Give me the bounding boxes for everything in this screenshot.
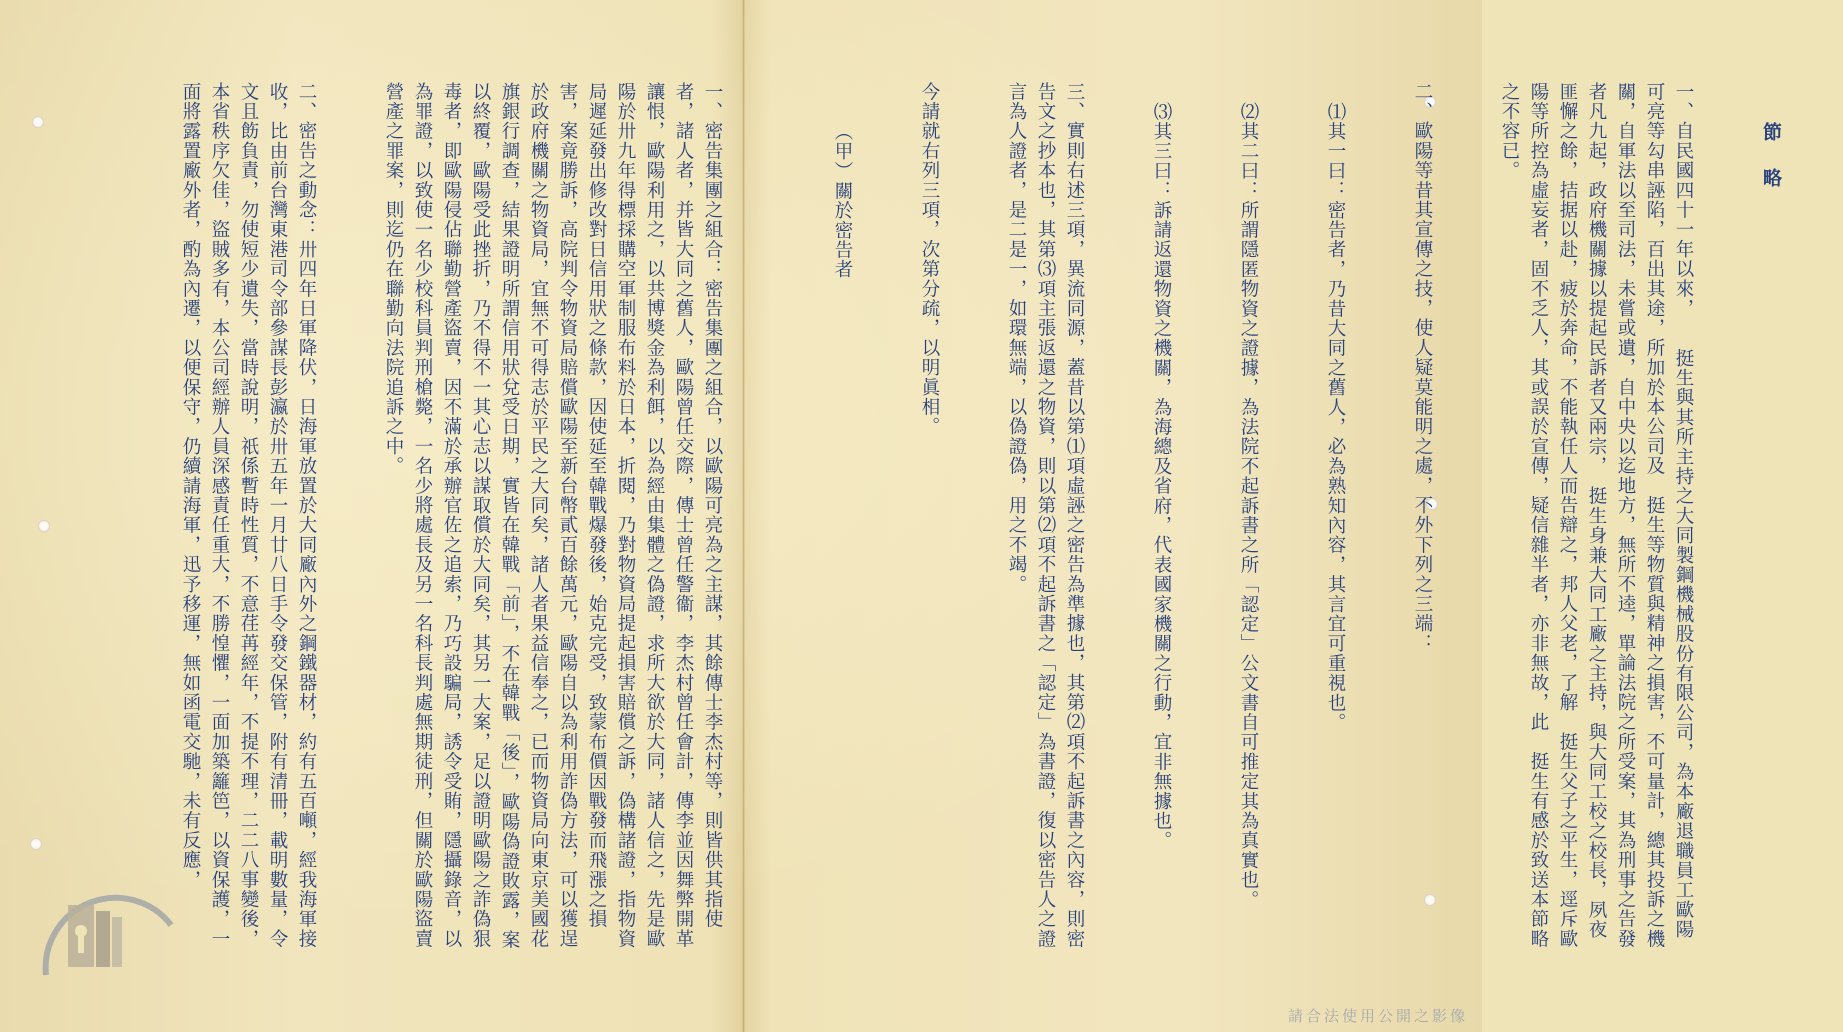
paragraph: 一、自民國四十一年以來， 挺生與其所主持之大同製鋼機械股份有限公司，為本廠退職員工歐陽可亮等勾串誣陷，百出其途，所加於本公司及 挺生等物質與精神之損害，不可量計，總其投訴之機關，自軍法以至司法，未嘗或遺，自中央以迄地方，無所不逵，單論法院之所受案，其為刑事之告發者凡九起，政府機關據以提起民訴者又兩宗， 挺生身兼大同工廠之主持，與大同工校之校長，夙夜匪懈之餘，拮据以赴，疲於奔命，不能執任人而告辯之，邦人父老，了解 挺生父子之平生，逕斥歐陽等所控為虛妄者，固不乏人，其或誤於宣傳，疑信雜半者，亦非無故，此 挺生有感於致送本節略之不容已。	[1499, 82, 1694, 949]
paragraph: 一、密告集團之組合：密告集團之組合，以歐陽可亮為之主謀，其餘傳士李杰村等，則皆供其指使者，諸人者，并皆大同之舊人，歐陽曾任交際，傳士曾任警衞，李杰村曾任會計，傳李並因舞弊開革讓恨，歐陽利用之，以共博獎金為利餌，以為經由集體之偽證，求所大欲於大同，諸人信之，先是歐陽於卅九年得標採購空軍制服布料於日本，折閱，乃對物資局提起損害賠償之訴，偽構諸證，指物資局遲延發出修改對日信用狀之條款，因使延至韓戰爆發後，始克完受，致蒙布價因戰發而飛漲之損害，案竟勝訴，高院判令物資局賠償歐陽至新台幣貳百餘萬元，歐陽自以為利用詐偽方法，可以獲逞於政府機關之物資局，宜無不可得志於平民之大同矣，諸人者果益信奉之，已而物資局向東京美國花旗銀行調查，結果證明所謂信用狀兌受日期，實皆在韓戰「前」，不在韓戰「後」，歐陽偽證敗露，案以終覆，歐陽受此挫折，乃不得不一其心志以謀取償於大同矣，其另一大案，足以證明歐陽之詐偽狠毒者，即歐陽侵佔聯勤營產盜賣，因不滿於承辦官佐之追索，乃巧設騙局，誘令受賄，隱攝錄音，以為罪證，以致使一名少校科員判刑槍斃，一名少將處長及另一名科長判處無期徒刑，但關於歐陽盜賣營產之罪案，則迄仍在聯勤向法院追訴之中。	[383, 82, 723, 950]
watermark-text: 請合法使用公開之影像	[1287, 1007, 1468, 1025]
left-page-text	[118, 82, 785, 952]
left-page	[118, 82, 723, 952]
punch-hole	[30, 838, 42, 850]
list-item: ⑵其二曰：所謂隱匿物資之證據，為法院不起訴書之所「認定」公文書自可推定其為真實也。	[1238, 102, 1259, 910]
paragraph: 三、實則右述三項，異流同源，蓋昔以第⑴項虛誣之密告為準據也，其第⑵項不起訴書之內容，則密告文之抄本也，其第⑶項主張返還之物資，則以第⑵項不起訴書之「認定」為書證，復以密告人之證言為人證者，是二是一，如環無端，以偽證偽，用之不竭。	[1006, 82, 1085, 949]
archive-logo-icon	[36, 885, 176, 985]
paragraph: 今請就右列三項，次第分疏，以明眞相。	[919, 82, 940, 437]
list-item: ⑶其三曰：訴請返還物資之機關，為海總及省府，代表國家機關之行動，宜非無據也。	[1151, 102, 1172, 851]
paragraph: 二、密告之動念：卅四年日軍降伏，日海軍放置於大同廠內外之鋼鐵器材，約有五百噸，經我海軍接收，比由前台灣東港司令部參謀長彭瀛於卅五年一月廿八日手令發交保管，附有清冊，載明數量，令文且飭負責，勿使短少遺失，當時說明，祇係暫時性質，不意荏苒經年，不提不理，二二八事變後，本省秩序欠佳，盜賊多有，本公司經辦人員深感責任重大，不勝惶懼，一面加築籬笆，以資保護，一面將露置廠外者，酌為內遷，以便保守，仍續請海軍，迅予移運，無如函電交馳，未有反應，	[180, 82, 317, 949]
right-page-text	[770, 82, 1843, 952]
punch-hole	[32, 116, 44, 128]
right-page	[770, 82, 1782, 952]
section-heading: （甲）關於密告者	[832, 122, 853, 280]
document-title: 節 略	[1760, 122, 1782, 191]
punch-hole	[38, 520, 50, 532]
paragraph: 二、歐陽等昔其宣傳之技，使人疑莫能明之處，不外下列之三端：	[1412, 82, 1433, 654]
list-item: ⑴其一曰：密告者，乃昔大同之舊人，必為熟知內容，其言宜可重視也。	[1325, 102, 1346, 733]
